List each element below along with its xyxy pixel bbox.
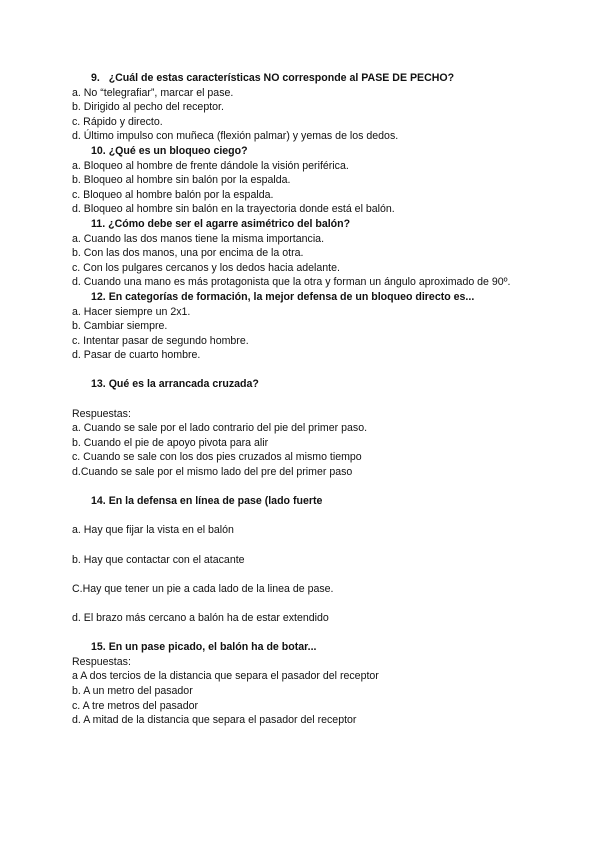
question-11 [72,217,542,290]
answers-label: Respuestas: [72,655,131,668]
option-a: a A dos tercios de la distancia que separa el pasador del receptor [72,670,379,683]
option-c: c. Intentar pasar de segundo hombre. [72,334,249,347]
question-text: ¿Cómo debe ser el agarre asimétrico del balón? [108,217,351,230]
question-title [72,144,542,159]
question-14 [72,494,542,625]
options-list [72,523,542,625]
option-a: a. Hacer siempre un 2x1. [72,305,191,318]
option-c: C.Hay que tener un pie a cada lado de la linea de pase. [72,582,334,595]
question-text: En un pase picado, el balón ha de botar... [108,641,317,654]
option-c: c. Rápido y directo. [72,115,163,128]
question-number: 14. [91,495,106,508]
option-d: d. Cuando una mano es más protagonista que la otra y forman un ángulo aproximado de 90º. [72,276,511,289]
option-a: a. No “telegrafiar”, marcar el pase. [72,86,234,99]
question-text: En categorías de formación, la mejor defensa de un bloqueo directo es... [108,290,475,303]
question-number: 13. [91,378,106,391]
answers-label: Respuestas: [72,407,131,420]
option-d: d. Último impulso con muñeca (flexión palmar) y yemas de los dedos. [72,130,399,143]
option-b: b. Bloqueo al hombre sin balón por la espalda. [72,174,291,187]
option-a: a. Bloqueo al hombre de frente dándole la visión periférica. [72,159,349,172]
option-d: d. El brazo más cercano a balón ha de estar extendido [72,611,329,624]
question-13 [72,377,542,479]
option-c: c. Cuando se sale con los dos pies cruzados al mismo tiempo [72,451,362,464]
option-c: c. Con los pulgares cercanos y los dedos hacia adelante. [72,261,340,274]
question-text: Qué es la arrancada cruzada? [108,378,259,391]
option-b: b. Cuando el pie de apoyo pivota para alir [72,436,269,449]
option-d: d. A mitad de la distancia que separa el pasador del receptor [72,714,357,727]
question-title [72,377,542,392]
question-text: En la defensa en línea de pase (lado fuerte [108,495,323,508]
option-b: b. Cambiar siempre. [72,320,168,333]
question-12 [72,290,542,363]
question-title [72,217,542,232]
question-number: 12. [91,290,106,303]
option-d: d. Pasar de cuarto hombre. [72,349,201,362]
question-title [72,71,542,86]
option-b: b. A un metro del pasador [72,684,193,697]
question-number: 15. [91,641,106,654]
question-text: ¿Cuál de estas características NO corresponde al PASE DE PECHO? [108,72,455,84]
option-a: a. Cuando se sale por el lado contrario del pie del primer paso. [72,422,368,435]
option-d: d.Cuando se sale por el mismo lado del pre del primer paso [72,466,353,479]
option-b: b. Con las dos manos, una por encima de la otra. [72,247,304,260]
question-9 [72,71,542,144]
question-title [72,640,542,655]
quiz-content [72,71,542,728]
option-d: d. Bloqueo al hombre sin balón en la trayectoria donde está el balón. [72,203,395,216]
question-number: 9. [91,72,100,84]
question-number: 10. [91,144,106,157]
question-10 [72,144,542,217]
question-text: ¿Qué es un bloqueo ciego? [108,144,248,157]
option-c: c. A tre metros del pasador [72,699,199,712]
option-b: b. Hay que contactar con el atacante [72,553,245,566]
question-title [72,494,542,509]
option-a: a. Hay que fijar la vista en el balón [72,524,234,537]
option-c: c. Bloqueo al hombre balón por la espalda. [72,188,274,201]
question-title [72,290,542,305]
question-number: 11. [91,217,106,230]
question-15 [72,640,542,728]
option-a: a. Cuando las dos manos tiene la misma importancia. [72,232,325,245]
option-b: b. Dirigido al pecho del receptor. [72,101,224,114]
